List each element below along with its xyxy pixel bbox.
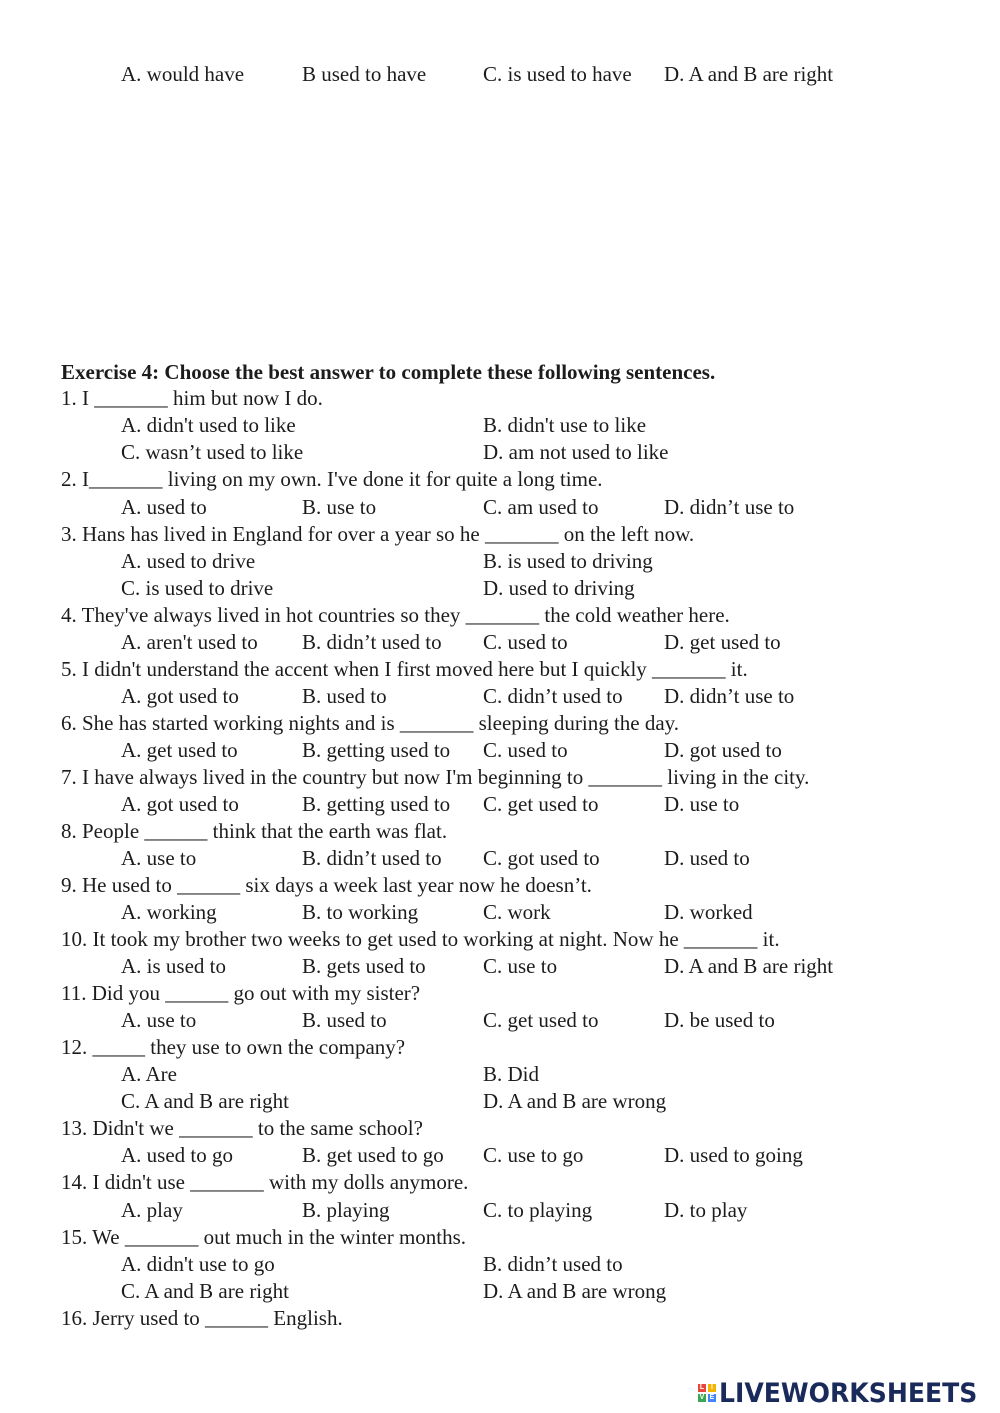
question-text: 8. People ______ think that the earth was flat. — [61, 819, 448, 843]
option-a[interactable]: A. play — [121, 1198, 183, 1222]
question-text: 12. _____ they use to own the company? — [61, 1035, 406, 1059]
option-a[interactable]: A. used to drive — [121, 549, 256, 573]
option-d[interactable]: D. A and B are wrong — [483, 1089, 667, 1113]
option-a[interactable]: A. got used to — [121, 792, 239, 816]
option-d[interactable]: D. used to going — [664, 1143, 803, 1167]
option-d[interactable]: D. used to driving — [483, 576, 635, 600]
question-text: 5. I didn't understand the accent when I first moved here but I quickly _______ it. — [61, 657, 748, 681]
option-c[interactable]: C. use to — [483, 954, 558, 978]
option-b[interactable]: B. didn’t used to — [302, 630, 442, 654]
option-b[interactable]: B. gets used to — [302, 954, 426, 978]
option-b[interactable]: B. used to — [302, 1008, 387, 1032]
option-c[interactable]: C. wasn’t used to like — [121, 440, 304, 464]
option-c[interactable]: C. use to go — [483, 1143, 584, 1167]
question-text: 10. It took my brother two weeks to get used to working at night. Now he _______ it. — [61, 927, 780, 951]
option-d[interactable]: D. worked — [664, 900, 753, 924]
question-text: 1. I _______ him but now I do. — [61, 386, 323, 410]
option-c[interactable]: C. is used to have — [483, 62, 632, 86]
logo-mark-icon — [697, 1383, 717, 1403]
option-c[interactable]: C. A and B are right — [121, 1089, 289, 1113]
option-d[interactable]: D. A and B are wrong — [483, 1279, 667, 1303]
question-text: 6. She has started working nights and is _______ sleeping during the day. — [61, 711, 680, 735]
option-b[interactable]: B. didn’t used to — [302, 846, 442, 870]
option-d[interactable]: D. didn’t use to — [664, 495, 795, 519]
option-b[interactable]: B. didn't use to like — [483, 413, 647, 437]
option-d[interactable]: D. to play — [664, 1198, 748, 1222]
option-d[interactable]: D. am not used to like — [483, 440, 669, 464]
option-c[interactable]: C. get used to — [483, 792, 599, 816]
option-d[interactable]: D. A and B are right — [664, 954, 834, 978]
question-text: 9. He used to ______ six days a week last year now he doesn’t. — [61, 873, 592, 897]
option-c[interactable]: C. used to — [483, 630, 568, 654]
option-a[interactable]: A. get used to — [121, 738, 238, 762]
option-c[interactable]: C. got used to — [483, 846, 600, 870]
option-c[interactable]: C. to playing — [483, 1198, 593, 1222]
option-a[interactable]: A. Are — [121, 1062, 177, 1086]
option-a[interactable]: A. didn't use to go — [121, 1252, 275, 1276]
option-a[interactable]: A. aren't used to — [121, 630, 258, 654]
logo-mark-cell: E — [709, 1394, 715, 1401]
option-d[interactable]: D. didn’t use to — [664, 684, 795, 708]
logo-mark-cell: L — [699, 1384, 705, 1391]
option-b[interactable]: B. used to — [302, 684, 387, 708]
option-c[interactable]: C. is used to drive — [121, 576, 274, 600]
option-b[interactable]: B. use to — [302, 495, 377, 519]
question-text: 3. Hans has lived in England for over a year so he _______ on the left now. — [61, 522, 695, 546]
option-c[interactable]: C. didn’t used to — [483, 684, 623, 708]
option-a[interactable]: A. didn't used to like — [121, 413, 296, 437]
question-text: 13. Didn't we _______ to the same school? — [61, 1116, 423, 1140]
option-b[interactable]: B. is used to driving — [483, 549, 653, 573]
question-text: 2. I_______ living on my own. I've done it for quite a long time. — [61, 467, 603, 491]
logo-text: LIVEWORKSHEETS — [719, 1377, 978, 1409]
option-a[interactable]: A. used to — [121, 495, 207, 519]
option-d[interactable]: D. get used to — [664, 630, 781, 654]
option-d[interactable]: D. be used to — [664, 1008, 775, 1032]
liveworksheets-logo — [697, 1377, 997, 1409]
logo-mark-cell: V — [699, 1394, 705, 1401]
option-a[interactable]: A. used to go — [121, 1143, 233, 1167]
option-b[interactable]: B. to working — [302, 900, 419, 924]
option-c[interactable]: C. get used to — [483, 1008, 599, 1032]
option-b[interactable]: B. getting used to — [302, 738, 451, 762]
option-a[interactable]: A. use to — [121, 1008, 197, 1032]
option-d[interactable]: D. use to — [664, 792, 740, 816]
question-text: 11. Did you ______ go out with my sister? — [61, 981, 421, 1005]
option-b[interactable]: B. getting used to — [302, 792, 451, 816]
option-a[interactable]: A. working — [121, 900, 217, 924]
option-d[interactable]: D. used to — [664, 846, 750, 870]
option-b[interactable]: B used to have — [302, 62, 427, 86]
option-c[interactable]: C. A and B are right — [121, 1279, 289, 1303]
question-text: 4. They've always lived in hot countries so they _______ the cold weather here. — [61, 603, 730, 627]
option-b[interactable]: B. get used to go — [302, 1143, 444, 1167]
option-d[interactable]: D. A and B are right — [664, 62, 834, 86]
option-a[interactable]: A. got used to — [121, 684, 239, 708]
option-b[interactable]: B. playing — [302, 1198, 390, 1222]
option-a[interactable]: A. is used to — [121, 954, 226, 978]
logo-mark-cell: I — [708, 1384, 716, 1392]
option-c[interactable]: C. work — [483, 900, 551, 924]
question-text: 16. Jerry used to ______ English. — [61, 1306, 343, 1330]
option-b[interactable]: B. Did — [483, 1062, 540, 1086]
question-text: 14. I didn't use _______ with my dolls anymore. — [61, 1170, 469, 1194]
question-text: 15. We _______ out much in the winter months. — [61, 1225, 467, 1249]
question-text: 7. I have always lived in the country but now I'm beginning to _______ living in the city. — [61, 765, 810, 789]
option-d[interactable]: D. got used to — [664, 738, 782, 762]
option-a[interactable]: A. use to — [121, 846, 197, 870]
option-c[interactable]: C. am used to — [483, 495, 599, 519]
option-c[interactable]: C. used to — [483, 738, 568, 762]
option-a[interactable]: A. would have — [121, 62, 245, 86]
option-b[interactable]: B. didn’t used to — [483, 1252, 623, 1276]
exercise-title: Exercise 4: Choose the best answer to complete these following sentences. — [61, 360, 716, 384]
